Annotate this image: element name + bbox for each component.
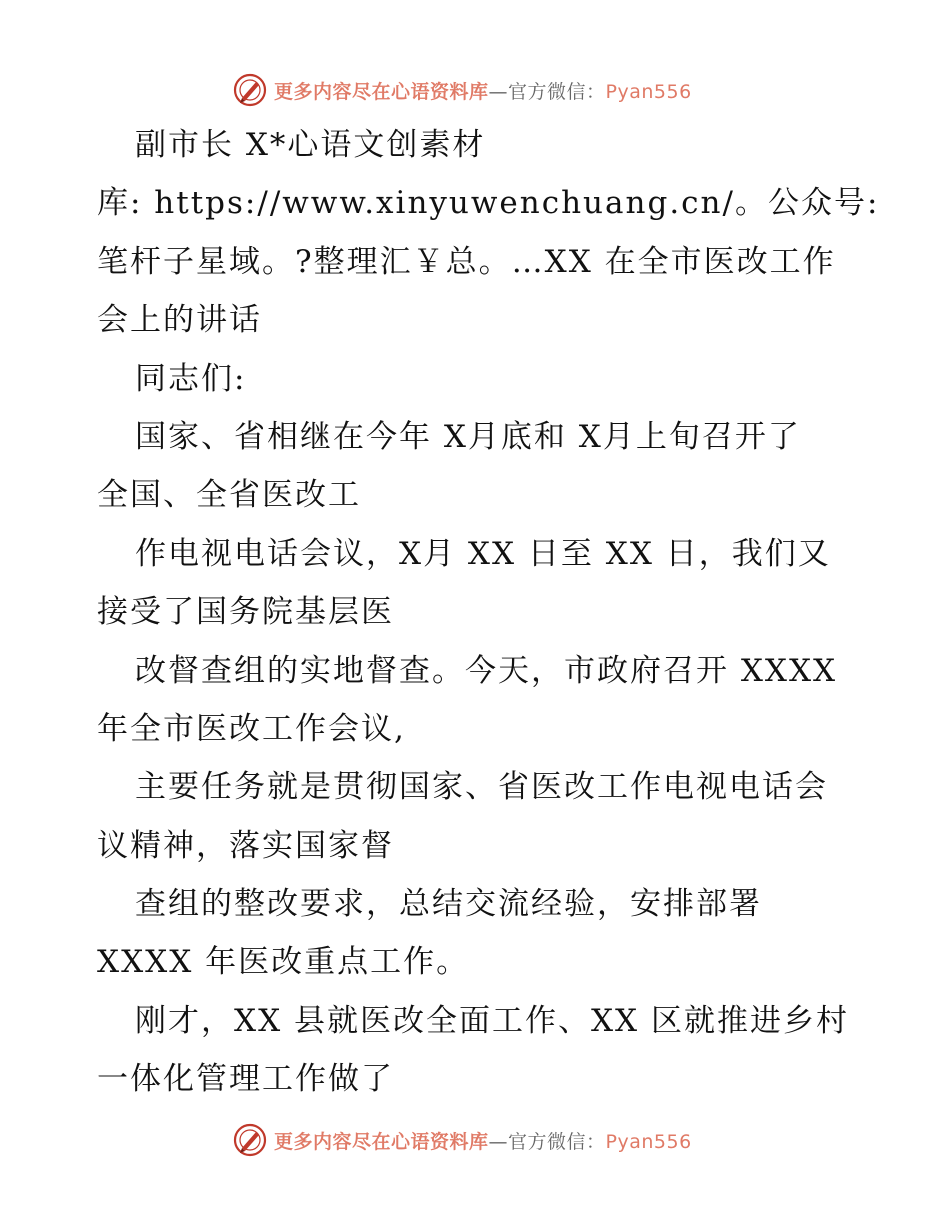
pen-circle-logo-icon [232,1122,268,1158]
text-line: 主要任务就是贯彻国家、省医改工作电视电话会 [135,769,828,806]
pen-circle-logo-icon [232,72,268,108]
text-line: 查组的整改要求，总结交流经验，安排部署 [135,886,762,923]
header-watermark [232,70,692,110]
text-line: 刚才，XX 县就医改全面工作、XX 区就推进乡村 [135,1002,849,1039]
text-line: 同志们: [135,360,247,397]
text-line: 国家、省相继在今年 X月底和 X月上旬召开了 [135,418,801,455]
watermark-text-wechat-label: —官方微信： [488,80,606,103]
text-line: 副市长 X*心语文创素材 [135,127,486,163]
text-line: 议精神，落实国家督 [97,827,394,864]
text-line: 会上的讲话 [97,302,262,339]
text-line: 笔杆子星域。?整理汇￥总。…XX 在全市医改工作 [97,243,836,280]
text-line: 接受了国务院基层医 [97,594,394,631]
footer-watermark [232,1120,692,1160]
document-body [97,116,880,1109]
watermark-text-main: 更多内容尽在心语资料库 [274,1130,489,1153]
watermark-text-main: 更多内容尽在心语资料库 [274,80,489,103]
text-line: 一体化管理工作做了 [97,1061,394,1098]
text-line: 作电视电话会议，X月 XX 日至 XX 日，我们又 [135,535,831,572]
text-line: 库: https://www.xinyuwenchuang.cn/。公众号: [97,185,880,222]
watermark-text-wechat-id: Pyan556 [605,80,692,103]
watermark-text [274,77,692,104]
watermark-text-wechat-id: Pyan556 [605,1130,692,1153]
watermark-text [274,1127,692,1154]
watermark-text-wechat-label: —官方微信： [488,1130,606,1153]
text-line: 年全市医改工作会议, [97,710,406,747]
text-line: 改督查组的实地督查。今天，市政府召开 XXXX [135,652,838,689]
text-line: 全国、全省医改工 [97,477,361,514]
text-line: XXXX 年医改重点工作。 [97,944,470,981]
